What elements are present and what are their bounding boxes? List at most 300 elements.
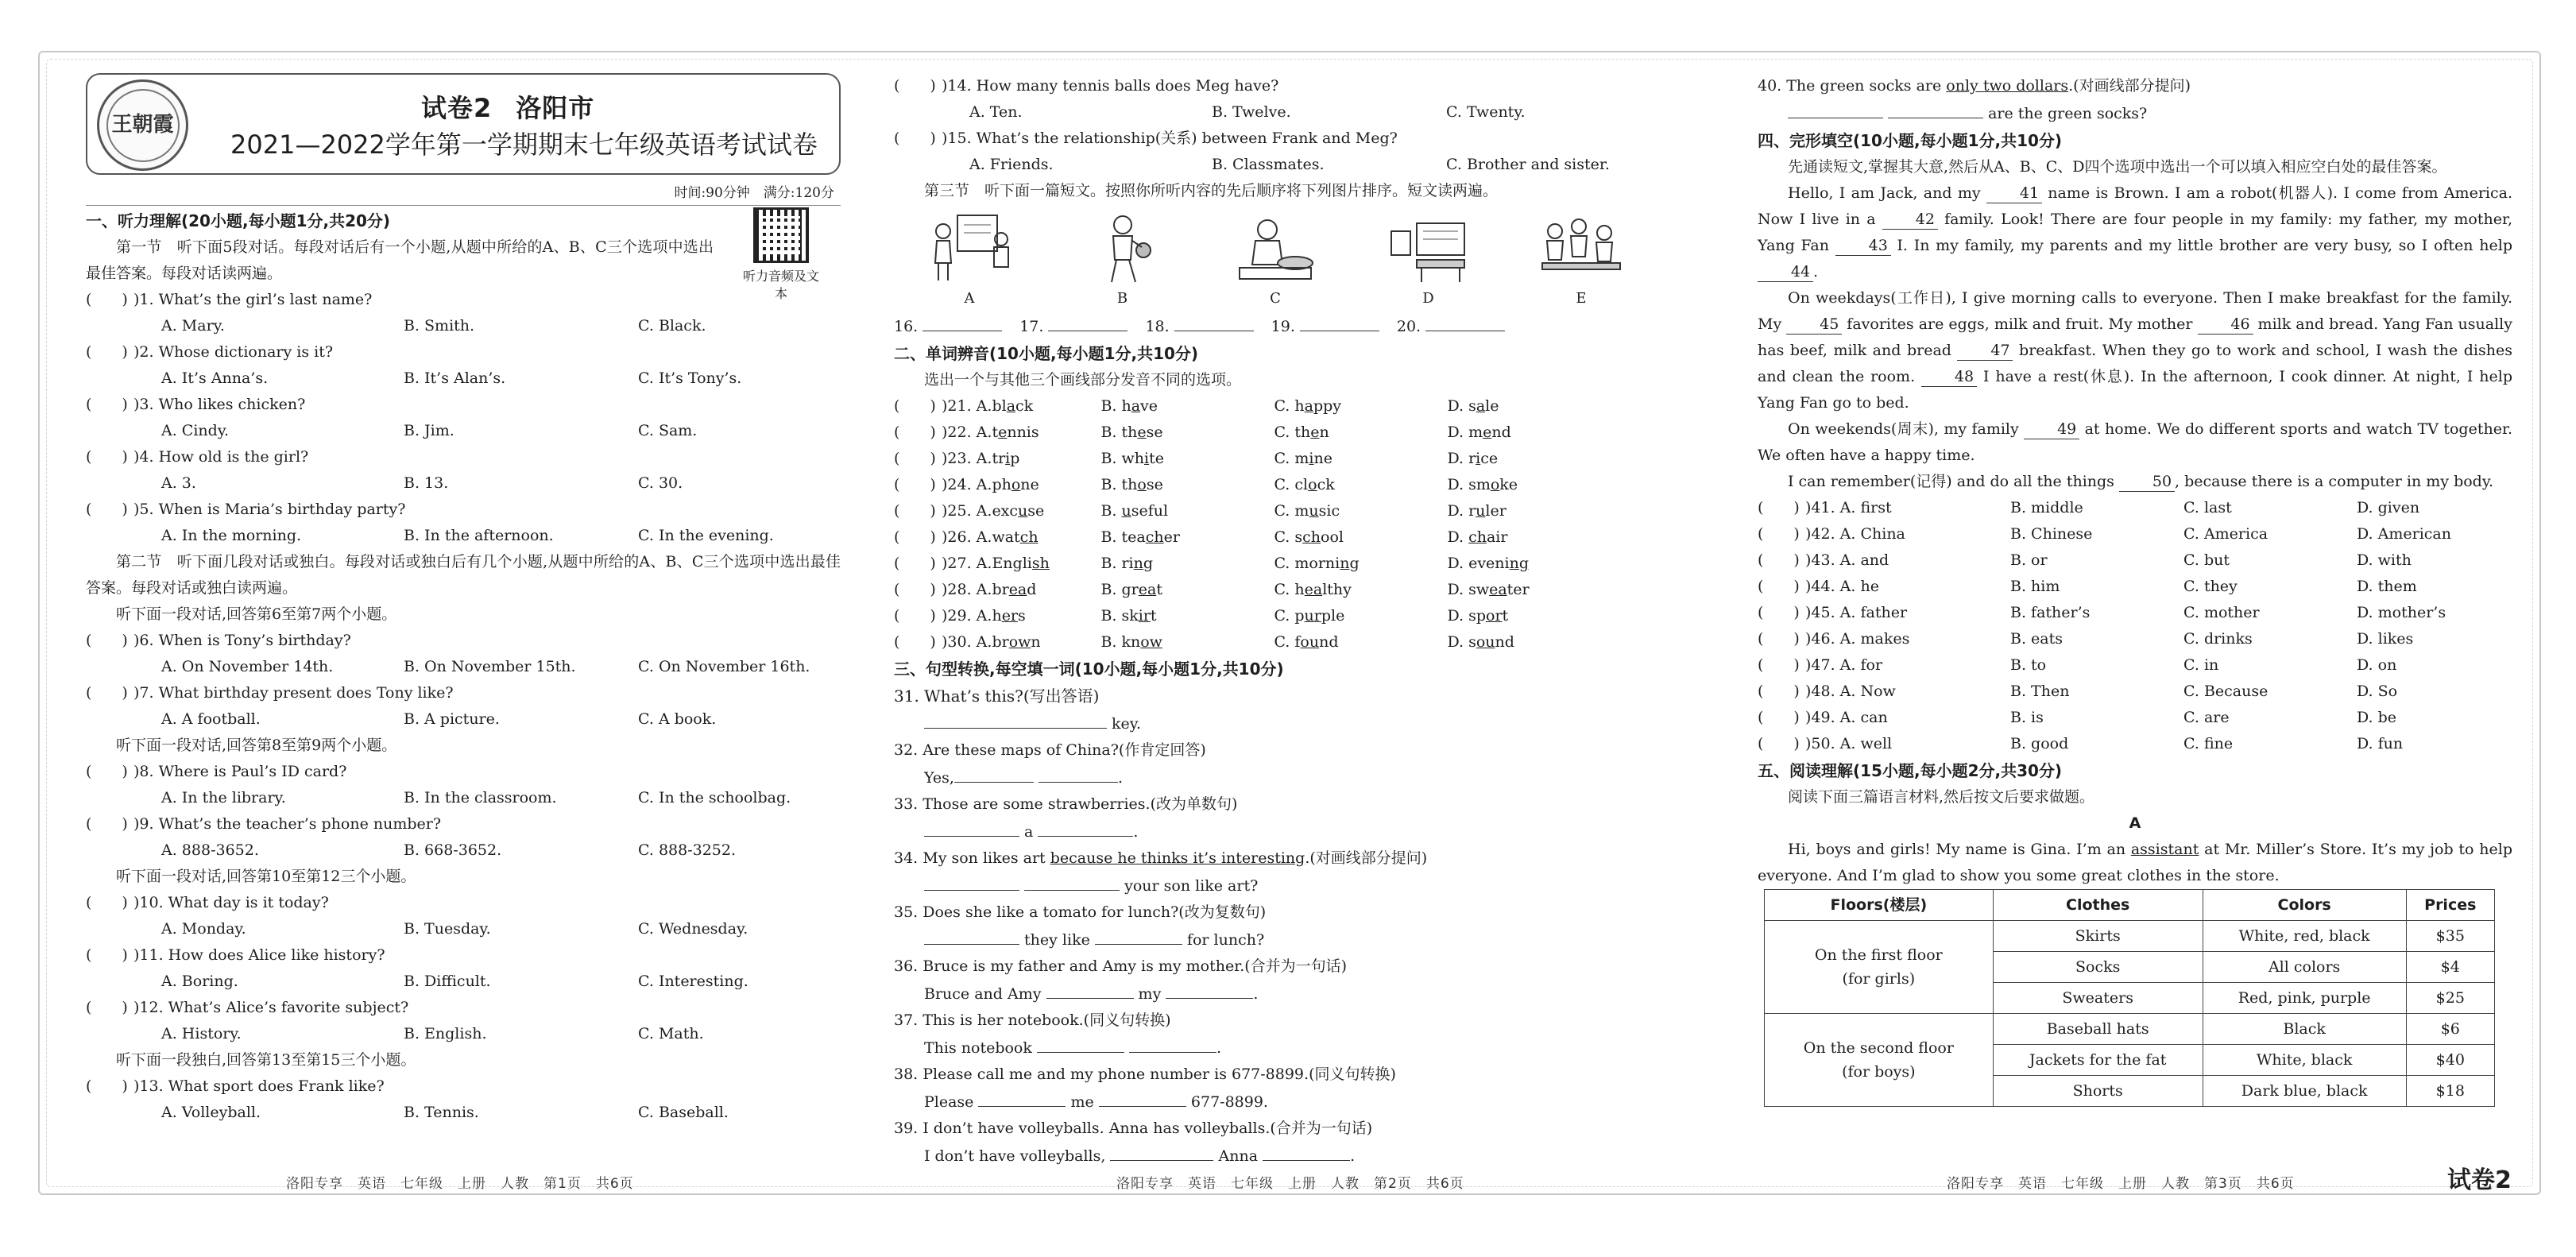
listening-question <box>86 444 841 470</box>
option-a[interactable]: A. In the library. <box>161 789 286 806</box>
word-part: t <box>1502 607 1509 625</box>
blank-47[interactable]: 47 <box>1957 341 2013 361</box>
answer-paren[interactable]: ( ) <box>1758 604 1800 621</box>
answer-options <box>86 916 841 942</box>
blank-49[interactable]: 49 <box>2024 420 2079 439</box>
option-c[interactable]: C. they <box>2183 578 2238 595</box>
phonics-question <box>894 551 1657 577</box>
option-b[interactable]: B. 668-3652. <box>404 841 502 859</box>
listening-question <box>86 995 841 1021</box>
answer-paren[interactable]: ( ) <box>86 894 128 911</box>
option-a[interactable]: )44. A. he <box>1805 578 1879 595</box>
option-c[interactable]: C. 888-3252. <box>638 841 737 859</box>
order-item <box>1397 312 1505 340</box>
option-b[interactable]: B. Tuesday. <box>404 920 491 938</box>
word-part: ve <box>1140 397 1158 415</box>
paper-corner-label: 试卷2 <box>2447 1166 2512 1194</box>
option-d[interactable]: D. mother’s <box>2357 604 2446 621</box>
option-c[interactable]: C. It’s Tony’s. <box>638 369 742 387</box>
cloze-p2-a: On weekdays(工作日), I give morning calls to everyone. Then I make breakfast for the family. My <box>1758 289 2512 333</box>
option-d[interactable]: D. So <box>2357 683 2398 700</box>
option-a[interactable]: A. In the morning. <box>161 527 302 544</box>
option-b[interactable]: B. Smith. <box>404 317 475 335</box>
underlined-letters: ng <box>1340 555 1360 572</box>
cloze-paragraph-2 <box>1758 285 2512 416</box>
order-blank[interactable] <box>1425 312 1505 331</box>
q38-blank-1[interactable] <box>978 1088 1066 1107</box>
word-part: C. morni <box>1274 555 1340 572</box>
q40-blank-2[interactable] <box>1888 99 1983 118</box>
phonics-option[interactable] <box>1447 577 1606 603</box>
phonics-option[interactable] <box>1274 393 1447 420</box>
option-b[interactable]: B. On November 15th. <box>404 658 576 675</box>
word-part: wat <box>992 528 1020 546</box>
answer-paren[interactable]: ( ) <box>1758 578 1800 595</box>
option-d[interactable]: D. them <box>2357 578 2417 595</box>
q34-blank-2[interactable] <box>1024 872 1120 891</box>
answer-paren[interactable]: ( ) <box>1758 735 1800 752</box>
option-c[interactable]: C. Sam. <box>638 422 698 439</box>
option-c[interactable]: C. Wednesday. <box>638 920 748 938</box>
blank-44[interactable]: 44 <box>1758 262 1813 282</box>
answer-paren[interactable]: ( ) <box>1758 551 1800 569</box>
option-c[interactable]: C. mother <box>2183 604 2260 621</box>
order-blank[interactable] <box>1300 312 1379 331</box>
answer-options <box>86 1021 841 1047</box>
exam-title-line2: 2021—2022学年第一学期期末七年级英语考试试卷 <box>230 130 818 160</box>
answer-paren[interactable]: ( ) <box>86 1077 128 1095</box>
option-c[interactable]: C. Math. <box>638 1025 704 1042</box>
q39-text: 39. I don’t have volleyballs. Anna has volleyballs.(合并为一句话) <box>894 1120 1373 1137</box>
picture-label-a: A <box>964 290 975 307</box>
answer-options <box>86 418 841 444</box>
phonics-option[interactable] <box>1447 524 1606 551</box>
blank-50[interactable]: 50 <box>2119 472 2175 492</box>
order-blank[interactable] <box>1048 312 1127 331</box>
q33-mid: a <box>1024 823 1034 841</box>
underlined-letters: ch <box>1145 528 1164 546</box>
answer-paren[interactable]: ( ) <box>86 448 128 466</box>
underlined-letters: o <box>1137 476 1147 493</box>
phonics-option[interactable] <box>1447 498 1606 524</box>
underlined-letters: i <box>1309 450 1314 467</box>
answer-paren[interactable]: ( ) <box>894 424 936 441</box>
cloze-p4-a: I can remember(记得) and do all the things <box>1788 473 2119 490</box>
cloze-question <box>1758 679 2512 705</box>
option-c[interactable]: C. 30. <box>638 474 683 492</box>
listening-question <box>86 811 841 837</box>
q32-blank-1[interactable] <box>954 764 1034 783</box>
answer-paren[interactable]: ( ) <box>894 77 936 95</box>
option-b[interactable]: B. In the classroom. <box>404 789 557 806</box>
option-a[interactable]: )43. A. and <box>1805 551 1889 569</box>
underlined-letters: e <box>1137 424 1147 441</box>
listening-question <box>86 680 841 706</box>
phonics-option[interactable] <box>1100 603 1274 629</box>
option-a[interactable]: A. Cindy. <box>161 422 230 439</box>
option-b[interactable]: B. Twelve. <box>1212 103 1291 121</box>
answer-paren[interactable]: ( ) <box>894 581 936 598</box>
option-c[interactable]: C. but <box>2183 551 2230 569</box>
word-part: te <box>1149 450 1164 467</box>
phonics-option[interactable] <box>1100 472 1274 498</box>
word-part: D. sp <box>1447 607 1486 625</box>
picture-label-d: D <box>1422 290 1434 307</box>
option-a[interactable]: A. 3. <box>161 474 196 492</box>
column-3 <box>1758 73 2512 1107</box>
listening-questions-14-15 <box>894 73 1657 178</box>
word-part: br <box>992 581 1009 598</box>
q40-underlined: only two dollars <box>1946 77 2069 95</box>
phonics-option[interactable] <box>1447 393 1606 420</box>
order-blank[interactable] <box>1174 312 1254 331</box>
q35-blank-1[interactable] <box>924 926 1019 945</box>
option-c[interactable]: C. America <box>2183 525 2269 543</box>
order-blank[interactable] <box>922 312 1002 331</box>
phonics-option[interactable] <box>1100 498 1274 524</box>
option-b[interactable]: B. 13. <box>404 474 449 492</box>
word-part: ne <box>1313 450 1332 467</box>
phonics-option[interactable] <box>992 603 1100 629</box>
cloze-p1-b: name is Brown. I am a robot(机器人). I come from America. Now I live in a <box>1758 184 2512 228</box>
option-c[interactable]: C. Twenty. <box>1446 103 1526 121</box>
picture-label-e: E <box>1576 290 1587 307</box>
order-number: 16. <box>894 318 919 335</box>
option-a[interactable]: )45. A. father <box>1805 604 1908 621</box>
blank-45[interactable]: 45 <box>1786 315 1842 335</box>
option-b[interactable]: B. father’s <box>2010 604 2091 621</box>
phonics-option[interactable] <box>992 420 1100 446</box>
answer-paren[interactable]: ( ) <box>894 555 936 572</box>
option-c[interactable]: C. In the evening. <box>638 527 774 544</box>
phonics-option[interactable] <box>1274 420 1447 446</box>
q32-blank-2[interactable] <box>1039 764 1118 783</box>
section-heading-phonics: 二、单词辨音(10小题,每小题1分,共10分) <box>894 344 1199 363</box>
option-a[interactable]: )46. A. makes <box>1805 630 1910 648</box>
exam-title-line1 <box>421 92 594 124</box>
option-c[interactable]: C. drinks <box>2183 630 2253 648</box>
word-part: B. gr <box>1100 581 1139 598</box>
option-a[interactable]: )42. A. China <box>1805 525 1905 543</box>
cloze-question <box>1758 521 2512 547</box>
option-c[interactable]: C. A book. <box>638 710 717 728</box>
listening-question <box>86 1073 841 1100</box>
option-a[interactable]: )48. A. Now <box>1805 683 1896 700</box>
option-c[interactable]: C. Brother and sister. <box>1446 156 1610 173</box>
blank-42[interactable]: 42 <box>1882 210 1938 230</box>
option-b[interactable]: B. to <box>2010 656 2047 674</box>
answer-paren[interactable]: ( ) <box>86 343 128 361</box>
exam-header <box>86 73 841 175</box>
picture-label-b: B <box>1116 290 1128 307</box>
underlined-letters: or <box>1486 607 1503 625</box>
option-c[interactable]: C. are <box>2183 709 2230 726</box>
option-a[interactable]: A. Mary. <box>161 317 225 335</box>
underlined-letters: o <box>1308 476 1317 493</box>
option-b[interactable]: B. English. <box>404 1025 487 1042</box>
floor-2-note: (for boys) <box>1842 1063 1916 1081</box>
option-a[interactable]: A. Volleyball. <box>161 1104 261 1121</box>
option-d[interactable]: D. given <box>2357 499 2420 516</box>
word-part: se <box>1146 424 1163 441</box>
phonics-option[interactable] <box>1447 472 1606 498</box>
option-b[interactable]: B. eats <box>2010 630 2063 648</box>
answer-paren[interactable]: ( ) <box>894 528 936 546</box>
answer-paren[interactable]: ( ) <box>894 450 936 467</box>
listening-questions-8-9 <box>86 759 841 864</box>
cloze-p2-c: milk and bread. Yang Fan usually has beef, milk and bread <box>1758 315 2512 359</box>
phonics-question <box>894 498 1657 524</box>
answer-paren[interactable]: ( ) <box>86 684 128 702</box>
picture-d <box>1377 207 1480 311</box>
option-b[interactable]: B. It’s Alan’s. <box>404 369 506 387</box>
answer-paren[interactable]: ( ) <box>1758 499 1800 516</box>
question-number: )21. A. <box>942 397 992 415</box>
blank-43[interactable]: 43 <box>1835 236 1891 256</box>
answer-paren[interactable]: ( ) <box>1758 630 1800 648</box>
phonics-option[interactable] <box>1100 577 1274 603</box>
listening-question <box>86 392 841 418</box>
q34-text-a: 34. My son likes art <box>894 849 1050 867</box>
phonics-option[interactable] <box>1274 603 1447 629</box>
q33-text: 33. Those are some strawberries.(改为单数句) <box>894 795 1238 813</box>
phonics-option[interactable] <box>1447 446 1606 472</box>
answer-paren[interactable]: ( ) <box>894 502 936 520</box>
phonics-option[interactable] <box>1100 420 1274 446</box>
answer-paren[interactable]: ( ) <box>1758 709 1800 726</box>
word-part: n <box>1031 633 1041 651</box>
exam-meta: 时间:90分钟 满分:120分 <box>86 181 841 206</box>
q40-blank-1[interactable] <box>1788 99 1883 118</box>
option-b[interactable]: B. or <box>2010 551 2048 569</box>
phonics-option[interactable] <box>1274 577 1447 603</box>
option-b[interactable]: B. Chinese <box>2010 525 2093 543</box>
listening-questions-13 <box>86 1073 841 1126</box>
option-b[interactable]: B. In the afternoon. <box>404 527 554 544</box>
word-part: lthy <box>1322 581 1352 598</box>
cloze-p2-e: I have a rest(休息). In the afternoon, I cook dinner. At night, I help Yang Fan go to bed. <box>1758 368 2512 412</box>
option-c[interactable]: C. On November 16th. <box>638 658 810 675</box>
q33-blank-2[interactable] <box>1038 818 1133 837</box>
answer-paren[interactable]: ( ) <box>86 999 128 1016</box>
phonics-option[interactable] <box>1100 629 1274 656</box>
option-a[interactable]: A. Friends. <box>969 156 1054 173</box>
underlined-letters: u <box>1309 502 1319 520</box>
q37-blank-1[interactable] <box>1037 1034 1124 1053</box>
phonics-question <box>894 393 1657 420</box>
option-a[interactable]: A. 888-3652. <box>161 841 259 859</box>
phonics-option[interactable] <box>1447 629 1606 656</box>
option-c[interactable]: C. Baseball. <box>638 1104 729 1121</box>
option-a[interactable]: )47. A. for <box>1805 656 1883 674</box>
answer-paren[interactable]: ( ) <box>86 396 128 413</box>
word-part: er <box>1163 528 1180 546</box>
answer-paren[interactable]: ( ) <box>1758 525 1800 543</box>
phonics-option[interactable] <box>992 472 1100 498</box>
word-part: p <box>1010 450 1020 467</box>
phonics-option[interactable] <box>992 577 1100 603</box>
answer-paren[interactable]: ( ) <box>86 946 128 964</box>
option-a[interactable]: A. A football. <box>161 710 261 728</box>
option-c[interactable]: C. Because <box>2183 683 2269 700</box>
word-part: B. ri <box>1100 555 1134 572</box>
word-part: B. sk <box>1100 607 1139 625</box>
q37-blank-2[interactable] <box>1129 1034 1216 1053</box>
q39-mid: Anna <box>1218 1147 1259 1165</box>
option-d[interactable]: D. fun <box>2357 735 2404 752</box>
answer-paren[interactable]: ( ) <box>86 632 128 649</box>
answer-paren[interactable]: ( ) <box>894 633 936 651</box>
phonics-option[interactable] <box>1274 524 1447 551</box>
q38-tail: 677-8899. <box>1190 1093 1268 1111</box>
phonics-option[interactable] <box>1100 446 1274 472</box>
listening-questions-1-5 <box>86 287 841 549</box>
option-d[interactable]: D. American <box>2357 525 2451 543</box>
option-d[interactable]: D. be <box>2357 709 2397 726</box>
table-cell: White, red, black <box>2203 921 2406 952</box>
answer-paren[interactable]: ( ) <box>1758 683 1800 700</box>
q34-blank-1[interactable] <box>924 872 1019 891</box>
q31-blank[interactable] <box>924 710 1107 729</box>
option-c[interactable]: C. Black. <box>638 317 706 335</box>
answer-paren[interactable]: ( ) <box>894 607 936 625</box>
phonics-option[interactable] <box>1447 420 1606 446</box>
word-part: B. h <box>1100 397 1131 415</box>
option-b[interactable]: B. good <box>2010 735 2069 752</box>
phonics-option[interactable] <box>992 551 1100 577</box>
phonics-option[interactable] <box>992 498 1100 524</box>
listening-question <box>86 497 841 523</box>
option-a[interactable]: A. It’s Anna’s. <box>161 369 269 387</box>
option-a[interactable]: A. History. <box>161 1025 242 1042</box>
answer-paren[interactable]: ( ) <box>86 815 128 833</box>
answer-paren[interactable]: ( ) <box>894 476 936 493</box>
q40 <box>1758 73 2512 127</box>
answer-paren[interactable]: ( ) <box>86 501 128 518</box>
option-a[interactable]: A. Monday. <box>161 920 246 938</box>
option-b[interactable]: B. is <box>2010 709 2044 726</box>
option-b[interactable]: B. middle <box>2010 499 2083 516</box>
underlined-letters: ow <box>1008 633 1031 651</box>
cloze-question <box>1758 626 2512 652</box>
phonics-option[interactable] <box>1447 603 1606 629</box>
order-item <box>1019 312 1127 340</box>
q36-blank-1[interactable] <box>1046 980 1134 999</box>
phonics-option[interactable] <box>1100 551 1274 577</box>
option-a[interactable]: )50. A. well <box>1805 735 1893 752</box>
option-b[interactable]: B. A picture. <box>404 710 500 728</box>
question-text: )1. What’s the girl’s last name? <box>133 291 373 308</box>
order-number: 19. <box>1271 318 1295 335</box>
q39-blank-1[interactable] <box>1110 1142 1213 1161</box>
phonics-option[interactable] <box>1274 472 1447 498</box>
answer-paren[interactable]: ( ) <box>86 763 128 780</box>
option-a[interactable]: A. Ten. <box>969 103 1023 121</box>
option-b[interactable]: B. Tennis. <box>404 1104 479 1121</box>
option-d[interactable]: D. on <box>2357 656 2397 674</box>
phonics-option[interactable] <box>1100 393 1274 420</box>
blank-41[interactable]: 41 <box>1986 184 2042 203</box>
table-cell: $18 <box>2406 1076 2494 1107</box>
word-part: D. r <box>1447 450 1476 467</box>
phonics-option[interactable] <box>1274 498 1447 524</box>
table-header: Prices <box>2406 890 2494 921</box>
q39-blank-2[interactable] <box>1263 1142 1350 1161</box>
blank-48[interactable]: 48 <box>1921 367 1977 387</box>
q35-blank-2[interactable] <box>1095 926 1182 945</box>
cloze-paragraph-1 <box>1758 180 2512 285</box>
word-part: h <box>992 607 1002 625</box>
answer-paren[interactable]: ( ) <box>894 397 936 415</box>
phonics-option[interactable] <box>992 446 1100 472</box>
cloze-p1-d: I. In my family, my parents and my little brother are very busy, so I often help <box>1890 237 2512 254</box>
phonics-question <box>894 446 1657 472</box>
word-part: C. m <box>1274 450 1309 467</box>
answer-paren[interactable]: ( ) <box>1758 656 1800 674</box>
q33-blank-1[interactable] <box>924 818 1019 837</box>
option-b[interactable]: B. Classmates. <box>1212 156 1325 173</box>
option-c[interactable]: C. In the schoolbag. <box>638 789 791 806</box>
question-text: )13. What sport does Frank like? <box>133 1077 385 1095</box>
q32-head: Yes, <box>924 769 954 787</box>
option-b[interactable]: B. Difficult. <box>404 973 491 990</box>
answer-paren[interactable]: ( ) <box>894 130 936 147</box>
option-c[interactable]: C. in <box>2183 656 2219 674</box>
option-a[interactable]: A. On November 14th. <box>161 658 334 675</box>
option-d[interactable]: D. likes <box>2357 630 2414 648</box>
phonics-option[interactable] <box>1274 446 1447 472</box>
phonics-option[interactable] <box>1447 551 1606 577</box>
passage-a-text-a: Hi, boys and girls! My name is Gina. I’m an <box>1788 841 2131 858</box>
underlined-letters: a <box>1304 397 1313 415</box>
option-b[interactable]: B. him <box>2010 578 2060 595</box>
cloze-p2-b: favorites are eggs, milk and fruit. My mother <box>1842 315 2198 333</box>
section-heading-reading: 五、阅读理解(15小题,每小题2分,共30分) <box>1758 761 2063 780</box>
option-b[interactable]: B. Then <box>2010 683 2070 700</box>
word-part: C. s <box>1274 528 1303 546</box>
option-b[interactable]: B. Jim. <box>404 422 454 439</box>
option-a[interactable]: A. Boring. <box>161 973 238 990</box>
answer-paren[interactable]: ( ) <box>86 291 128 308</box>
word-part: C. cl <box>1274 476 1309 493</box>
phonics-option[interactable] <box>992 629 1100 656</box>
option-a[interactable]: )41. A. first <box>1805 499 1892 516</box>
word-part: s <box>1018 607 1026 625</box>
table-cell: White, black <box>2203 1045 2406 1076</box>
listening-question <box>894 73 1657 99</box>
option-a[interactable]: )49. A. can <box>1805 709 1888 726</box>
qr-code-block[interactable] <box>737 207 825 303</box>
phonics-option[interactable] <box>1100 524 1274 551</box>
q38-blank-2[interactable] <box>1099 1088 1186 1107</box>
option-c[interactable]: C. fine <box>2183 735 2234 752</box>
table-cell: $6 <box>2406 1014 2494 1045</box>
q36-blank-2[interactable] <box>1166 980 1253 999</box>
phonics-question <box>894 603 1657 629</box>
qr-code-icon[interactable] <box>753 207 809 263</box>
phonics-option[interactable] <box>992 524 1100 551</box>
q35-tail: for lunch? <box>1186 931 1265 949</box>
q34-text-b: .(对画线部分提问) <box>1305 849 1428 867</box>
blank-46[interactable]: 46 <box>2198 315 2253 335</box>
phonics-option[interactable] <box>992 393 1100 420</box>
option-c[interactable]: C. Interesting. <box>638 973 748 990</box>
phonics-option[interactable] <box>1274 551 1447 577</box>
option-c[interactable]: C. last <box>2183 499 2232 516</box>
option-d[interactable]: D. with <box>2357 551 2412 569</box>
word-part: ke <box>1499 476 1518 493</box>
phonics-option[interactable] <box>1274 629 1447 656</box>
